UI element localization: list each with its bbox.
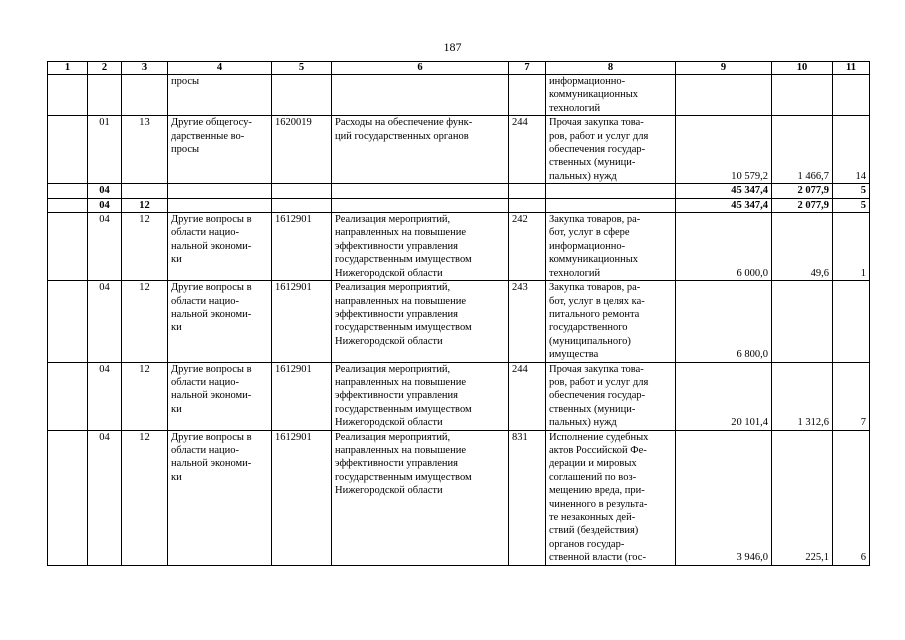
cell-target-code — [272, 198, 332, 212]
cell-subsection: 12 — [122, 213, 168, 281]
cell-section-name: Другие общегосу- дарственные во- просы — [168, 116, 272, 184]
cell-amount — [676, 75, 772, 116]
cell-section-name — [168, 198, 272, 212]
cell-count: 6 — [833, 430, 870, 565]
cell-target-name: Реализация мероприятий, направленных на повышение эффективности управления государственным имуществом Нижегородской области — [332, 430, 509, 565]
cell-target-code: 1612901 — [272, 281, 332, 362]
cell-target-name — [332, 184, 509, 198]
cell-section: 01 — [88, 116, 122, 184]
cell-expense-type: 244 — [509, 116, 546, 184]
cell-amount-2 — [772, 281, 833, 362]
cell-expense-name: Прочая закупка това- ров, работ и услуг для обеспечения государ- ственных (муници- пальных) нужд — [546, 362, 676, 430]
cell-target-code — [272, 184, 332, 198]
cell-section-name: Другие вопросы в области нацио- нальной экономи- ки — [168, 430, 272, 565]
column-header-10: 10 — [772, 62, 833, 75]
cell-subsection: 12 — [122, 430, 168, 565]
cell-section: 04 — [88, 430, 122, 565]
cell-count — [833, 75, 870, 116]
cell-amount: 10 579,2 — [676, 116, 772, 184]
cell-section-name: просы — [168, 75, 272, 116]
cell-section-name: Другие вопросы в области нацио- нальной экономи- ки — [168, 281, 272, 362]
cell-section: 04 — [88, 281, 122, 362]
cell-subsection: 13 — [122, 116, 168, 184]
cell-expense-type: 243 — [509, 281, 546, 362]
cell-section-name — [168, 184, 272, 198]
cell-section: 04 — [88, 213, 122, 281]
cell-amount-2: 2 077,9 — [772, 184, 833, 198]
table-row — [48, 213, 870, 281]
column-header-8: 8 — [546, 62, 676, 75]
cell-amount-2: 49,6 — [772, 213, 833, 281]
cell-expense-type — [509, 198, 546, 212]
cell-section-name: Другие вопросы в области нацио- нальной экономи- ки — [168, 362, 272, 430]
cell-expense-type: 831 — [509, 430, 546, 565]
cell-col1 — [48, 362, 88, 430]
cell-count: 7 — [833, 362, 870, 430]
cell-subsection: 12 — [122, 281, 168, 362]
table-row — [48, 75, 870, 116]
cell-section — [88, 75, 122, 116]
cell-col1 — [48, 75, 88, 116]
cell-target-name — [332, 75, 509, 116]
cell-expense-name: Исполнение судебных актов Российской Фе- дерации и мировых соглашений по воз- мещению вреда, при- чиненного в результа- те незаконных дей- ствий (бездействия) органов государ- ственной власти (гос- — [546, 430, 676, 565]
column-header-6: 6 — [332, 62, 509, 75]
cell-amount: 45 347,4 — [676, 198, 772, 212]
cell-expense-type: 242 — [509, 213, 546, 281]
cell-col1 — [48, 116, 88, 184]
header-row — [48, 62, 870, 75]
cell-expense-name: Закупка товаров, ра- бот, услуг в целях ка- питального ремонта государственного (муниципального) имущества — [546, 281, 676, 362]
cell-col1 — [48, 430, 88, 565]
cell-subsection — [122, 184, 168, 198]
cell-count: 1 — [833, 213, 870, 281]
cell-target-name — [332, 198, 509, 212]
cell-expense-type — [509, 75, 546, 116]
cell-col1 — [48, 281, 88, 362]
table-row — [48, 281, 870, 362]
column-header-3: 3 — [122, 62, 168, 75]
cell-expense-type — [509, 184, 546, 198]
cell-target-name: Реализация мероприятий, направленных на повышение эффективности управления государственным имуществом Нижегородской области — [332, 213, 509, 281]
cell-col1 — [48, 198, 88, 212]
column-header-9: 9 — [676, 62, 772, 75]
cell-section: 04 — [88, 198, 122, 212]
column-header-11: 11 — [833, 62, 870, 75]
cell-expense-name: Закупка товаров, ра- бот, услуг в сфере информационно- коммуникационных технологий — [546, 213, 676, 281]
cell-col1 — [48, 213, 88, 281]
subtotal-row — [48, 184, 870, 198]
cell-subsection — [122, 75, 168, 116]
cell-subsection: 12 — [122, 362, 168, 430]
cell-target-code: 1612901 — [272, 213, 332, 281]
cell-amount: 6 000,0 — [676, 213, 772, 281]
cell-target-code: 1612901 — [272, 362, 332, 430]
cell-expense-name: информационно- коммуникационных технологий — [546, 75, 676, 116]
cell-target-name: Расходы на обеспечение функ- ций государственных органов — [332, 116, 509, 184]
cell-expense-name — [546, 184, 676, 198]
cell-amount-2: 1 466,7 — [772, 116, 833, 184]
cell-count — [833, 281, 870, 362]
page-number: 187 — [443, 40, 462, 54]
table-row — [48, 430, 870, 565]
cell-target-name: Реализация мероприятий, направленных на повышение эффективности управления государственным имуществом Нижегородской области — [332, 281, 509, 362]
cell-amount: 20 101,4 — [676, 362, 772, 430]
cell-count: 5 — [833, 198, 870, 212]
cell-expense-name — [546, 198, 676, 212]
cell-amount: 6 800,0 — [676, 281, 772, 362]
cell-subsection: 12 — [122, 198, 168, 212]
cell-section: 04 — [88, 184, 122, 198]
subtotal-row — [48, 198, 870, 212]
cell-target-code: 1612901 — [272, 430, 332, 565]
cell-amount-2: 2 077,9 — [772, 198, 833, 212]
cell-amount-2: 225,1 — [772, 430, 833, 565]
cell-col1 — [48, 184, 88, 198]
cell-count: 14 — [833, 116, 870, 184]
table-row — [48, 362, 870, 430]
cell-section: 04 — [88, 362, 122, 430]
cell-expense-name: Прочая закупка това- ров, работ и услуг для обеспечения государ- ственных (муници- пальных) нужд — [546, 116, 676, 184]
cell-amount: 3 946,0 — [676, 430, 772, 565]
column-header-5: 5 — [272, 62, 332, 75]
cell-target-code — [272, 75, 332, 116]
column-header-4: 4 — [168, 62, 272, 75]
cell-amount: 45 347,4 — [676, 184, 772, 198]
column-header-1: 1 — [48, 62, 88, 75]
cell-amount-2 — [772, 75, 833, 116]
cell-section-name: Другие вопросы в области нацио- нальной экономи- ки — [168, 213, 272, 281]
cell-expense-type: 244 — [509, 362, 546, 430]
table-row — [48, 116, 870, 184]
cell-count: 5 — [833, 184, 870, 198]
cell-amount-2: 1 312,6 — [772, 362, 833, 430]
cell-target-name: Реализация мероприятий, направленных на повышение эффективности управления государственным имуществом Нижегородской области — [332, 362, 509, 430]
column-header-2: 2 — [88, 62, 122, 75]
cell-target-code: 1620019 — [272, 116, 332, 184]
column-header-7: 7 — [509, 62, 546, 75]
budget-table — [47, 61, 870, 566]
